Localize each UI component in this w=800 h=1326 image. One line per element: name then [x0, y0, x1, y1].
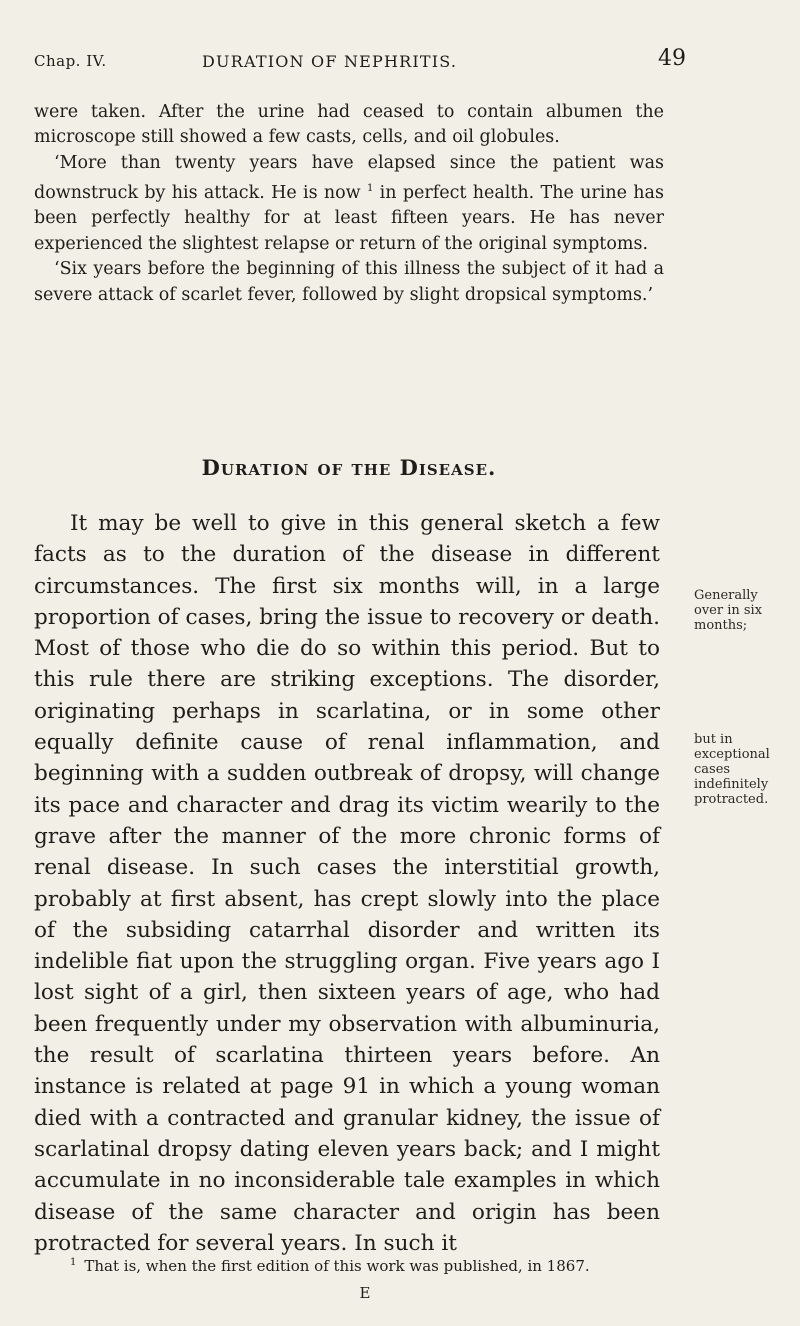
chapter-label: Chap. IV. — [34, 52, 107, 70]
page-number: 49 — [658, 46, 686, 71]
paragraph-twenty-years — [34, 151, 664, 257]
paragraph-duration: It may be well to give in this general sketch a few facts as to the duration of the disease in different circumstances. The first six months will, in a large proportion of cases, bring the issue to recovery or death. Most of those who die do so within this period. But to this rule there are striking exceptions. The disorder, originating perhaps in scarlatina, or in some other equally definite cause of renal inflammation, and beginning with a sudden outbreak of dropsy, will change its pace and character and drag its victim wearily to the grave after the manner of the more chronic forms of renal disease. In such cases the interstitial growth, probably at first absent, has crept slowly into the place of the subsiding catarrhal disorder and written its indelible fiat upon the struggling organ. Five years ago I lost sight of a girl, then sixteen years of age, who had been frequently under my observation with albuminuria, the result of scarlatina thirteen years before. An instance is related at page 91 in which a young woman died with a contracted and granular kidney, the issue of scarlatinal dropsy dating eleven years back; and I might accumulate in no inconsiderable tale examples in which disease of the same character and origin has been protracted for several years. In such it — [34, 511, 660, 1256]
running-head — [34, 44, 766, 84]
footnote-marker: 1 — [366, 183, 374, 195]
running-title: DURATION OF NEPHRITIS. — [202, 52, 458, 71]
footnote — [70, 1254, 700, 1275]
footnote-number: 1 — [70, 1257, 77, 1268]
signature-mark: E — [359, 1284, 371, 1302]
margin-note-generally: Generally over in six months; — [694, 588, 763, 633]
case-report-text — [34, 100, 664, 308]
paragraph-casts: were taken. After the urine had ceased to contain albumen the microscope still showed a few casts, cells, and oil globules. — [34, 102, 664, 148]
section-heading: Duration of the Disease. — [201, 455, 497, 480]
margin-note-exceptional: but in exceptional cases indefinitely protracted. — [694, 732, 770, 807]
footnote-text: That is, when the first edition of this work was published, in 1867. — [84, 1257, 590, 1275]
paragraph-twenty-years-start: ‘More than twenty years have elapsed since the patient was downstruck by his attack. He is now — [34, 152, 664, 204]
paragraph-six-years: ‘Six years before the beginning of this illness the subject of it had a severe attack of scarlet fever, followed by slight dropsical symptoms.’ — [34, 259, 664, 305]
paragraph-twenty-years-end: in perfect health. The urine has been perfectly healthy for at least fifteen years. He has never experienced the slightest relapse or return of the original symptoms. — [34, 183, 664, 254]
main-body-text — [34, 508, 660, 1259]
